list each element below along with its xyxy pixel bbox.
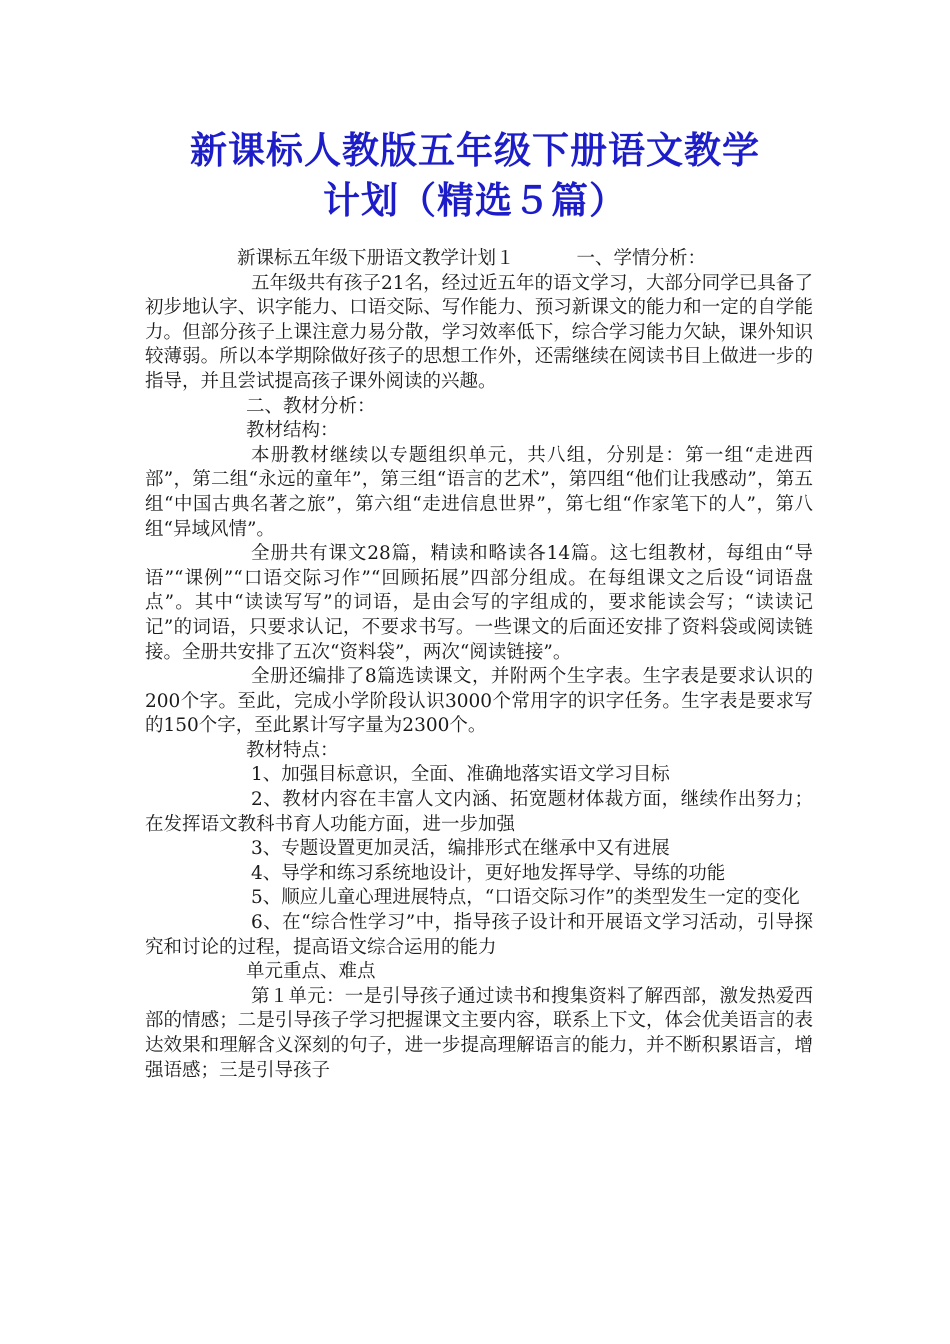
subheading-textbook-features: 教材特点： (246, 739, 339, 761)
paragraph-lessons: 全册共有课文28篇，精读和略读各14篇。这七组教材，每组由“导语”“课例”“口语交际习作”“回顾拓展”四部分组成。在每组课文之后设“词语盘点”。其中“读读写写”的词语，是由会写的字组成的，要求能读会写；“读读记记”的词语，只要求认记，不要求书写。一些课文的后面还安排了资料袋或阅读链接。全册共安排了五次“资料袋”，两次“阅读链接”。 (145, 543, 813, 663)
paragraph-units: 本册教材继续以专题组织单元，共八组，分别是：第一组“走进西部”，第二组“永远的童年”，第三组“语言的艺术”，第四组“他们让我感动”，第五组“中国古典名著之旅”，第六组“走进信息世界”，第七组“作家笔下的人”，第八组“异域风情”。 (145, 444, 813, 540)
section-heading-textbook-analysis: 二、教材分析： (246, 395, 376, 417)
feature-item: 1、加强目标意识，全面、准确地落实语文学习目标 (251, 764, 670, 786)
title-line-1: 新课标人教版五年级下册语文教学 (190, 129, 760, 172)
subheading-textbook-structure: 教材结构： (246, 420, 339, 442)
subheading-key-points: 单元重点、难点 (246, 961, 376, 983)
paragraph-unit-1: 第１单元：一是引导孩子通过读书和搜集资料了解西部，激发热爱西部的情感；二是引导孩子学习把握课文主要内容，联系上下文，体会优美语言的表达效果和理解含义深刻的句子，进一步提高理解语言的能力，并不断积累语言，增强语感；三是引导孩子 (145, 985, 813, 1081)
document-title (100, 126, 850, 226)
intro-line (145, 247, 813, 272)
feature-item: 4、导学和练习系统地设计，更好地发挥导学、导练的功能 (251, 862, 726, 884)
document-label: 新课标五年级下册语文教学计划１ (237, 248, 515, 269)
feature-item: 6、在“综合性学习”中，指导孩子设计和开展语文学习活动，引导探究和讨论的过程，提高语文综合运用的能力 (145, 912, 813, 958)
paragraph-characters: 全册还编排了8篇选读课文，并附两个生字表。生字表是要求认识的200个字。至此，完成小学阶段认识3000个常用字的识字任务。生字表是要求写的150个字，至此累计写字量为2300个。 (145, 666, 813, 737)
feature-item: 3、专题设置更加灵活，编排形式在继承中又有进展 (251, 838, 670, 860)
feature-item: 2、教材内容在丰富人文内涵、拓宽题材体裁方面，继续作出努力；在发挥语文教科书育人功能方面，进一步加强 (145, 789, 813, 835)
document-body (145, 247, 813, 1083)
title-line-2: 计划（精选５篇） (323, 179, 627, 222)
feature-item: 5、顺应儿童心理进展特点，“口语交际习作”的类型发生一定的变化 (251, 887, 800, 909)
paragraph-learning-analysis: 五年级共有孩子21名，经过近五年的语文学习，大部分同学已具备了初步地认字、识字能力、口语交际、写作能力、预习新课文的能力和一定的自学能力。但部分孩子上课注意力易分散，学习效率低下，综合学习能力欠缺，课外知识较薄弱。所以本学期除做好孩子的思想工作外，还需继续在阅读书目上做进一步的指导，并且尝试提高孩子课外阅读的兴趣。 (145, 272, 813, 392)
section-heading-learning-analysis: 一、学情分析： (576, 248, 707, 269)
